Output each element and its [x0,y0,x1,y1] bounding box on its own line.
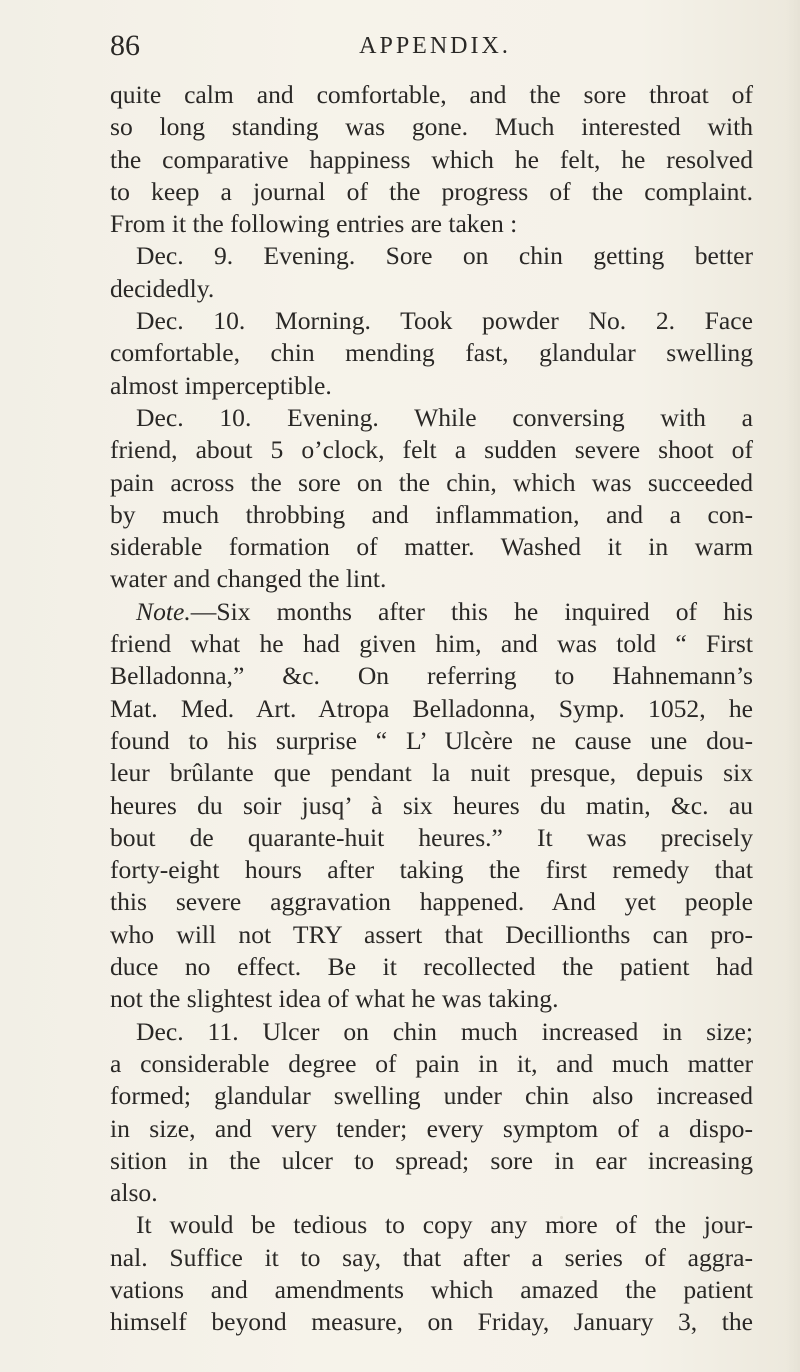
text-line: From it the following entries are taken : [110,209,518,239]
text-line: not the slightest idea of what he was taking. [110,984,559,1014]
text-line: Dec. 9. Evening. Sore on chin getting better [136,241,753,271]
text-line: forty-eight hours after taking the first remedy that [110,855,753,885]
text-line: a considerable degree of pain in it, and much matter [110,1048,753,1078]
text-line: who will not TRY assert that Decillionths can pro- [110,919,753,949]
text-line: bout de quarante-huit heures.” It was precisely [110,822,753,852]
text-line: found to his surprise “ L’ Ulcère ne cause une dou- [110,725,753,755]
text-line: comfortable, chin mending fast, glandular swelling [110,338,753,368]
text-line: pain across the sore on the chin, which was succeeded [110,467,753,497]
text-line: quite calm and comfortable, and the sore throat of [110,80,753,109]
page-header [110,26,760,66]
paper-speck [560,1216,563,1219]
text-line: friend, about 5 o’clock, felt a sudden severe shoot of [110,435,753,465]
text-line: by much throbbing and inflammation, and a con- [110,499,753,529]
text-line: water and changed the lint. [110,564,387,594]
text-line: Dec. 10. Evening. While conversing with a [136,402,753,432]
text-line: in size, and very tender; every symptom of a dispo- [110,1113,753,1143]
text-line: Note.—Six months after this he inquired of his [136,596,753,626]
text-line: leur brûlante que pendant la nuit presque, depuis six [110,758,753,788]
text-line: the comparative happiness which he felt, he resolved [110,144,753,174]
note-label: Note. [136,596,191,626]
text-line: formed; glandular swelling under chin also increased [110,1081,753,1111]
text-line: so long standing was gone. Much interested with [110,112,753,142]
text-line: friend what he had given him, and was told “ First [110,629,753,659]
text-line: to keep a journal of the progress of the complaint. [110,176,753,206]
text-line: Dec. 10. Morning. Took powder No. 2. Face [136,306,753,336]
text-line: vations and amendments which amazed the patient [110,1274,753,1304]
text-line: decidedly. [110,273,215,303]
text-line: Dec. 11. Ulcer on chin much increased in size; [136,1016,753,1046]
text-line: himself beyond measure, on Friday, January 3, the [110,1307,753,1337]
text-line: also. [110,1178,158,1208]
body-text [110,79,753,1339]
running-head: APPENDIX. [359,33,511,59]
text-line: this severe aggravation happened. And yet people [110,887,753,917]
text-line: siderable formation of matter. Washed it in warm [110,532,753,562]
text-line: almost imperceptible. [110,370,332,400]
text-line: sition in the ulcer to spread; sore in ear increasing [110,1145,753,1175]
page-edge-shadow [786,0,800,1372]
text-line: It would be tedious to copy any more of the jour- [136,1210,753,1240]
text-line: Mat. Med. Art. Atropa Belladonna, Symp. 1052, he [110,693,753,723]
page-number: 86 [110,29,140,62]
text-line: Belladonna,” &c. On referring to Hahnemann’s [110,661,753,691]
text-line: duce no effect. Be it recollected the patient had [110,952,753,982]
text-line: nal. Suffice it to say, that after a series of aggra- [110,1242,753,1272]
text-line: heures du soir jusq’ à six heures du matin, &c. au [110,790,753,820]
paper-speck [204,1230,208,1234]
